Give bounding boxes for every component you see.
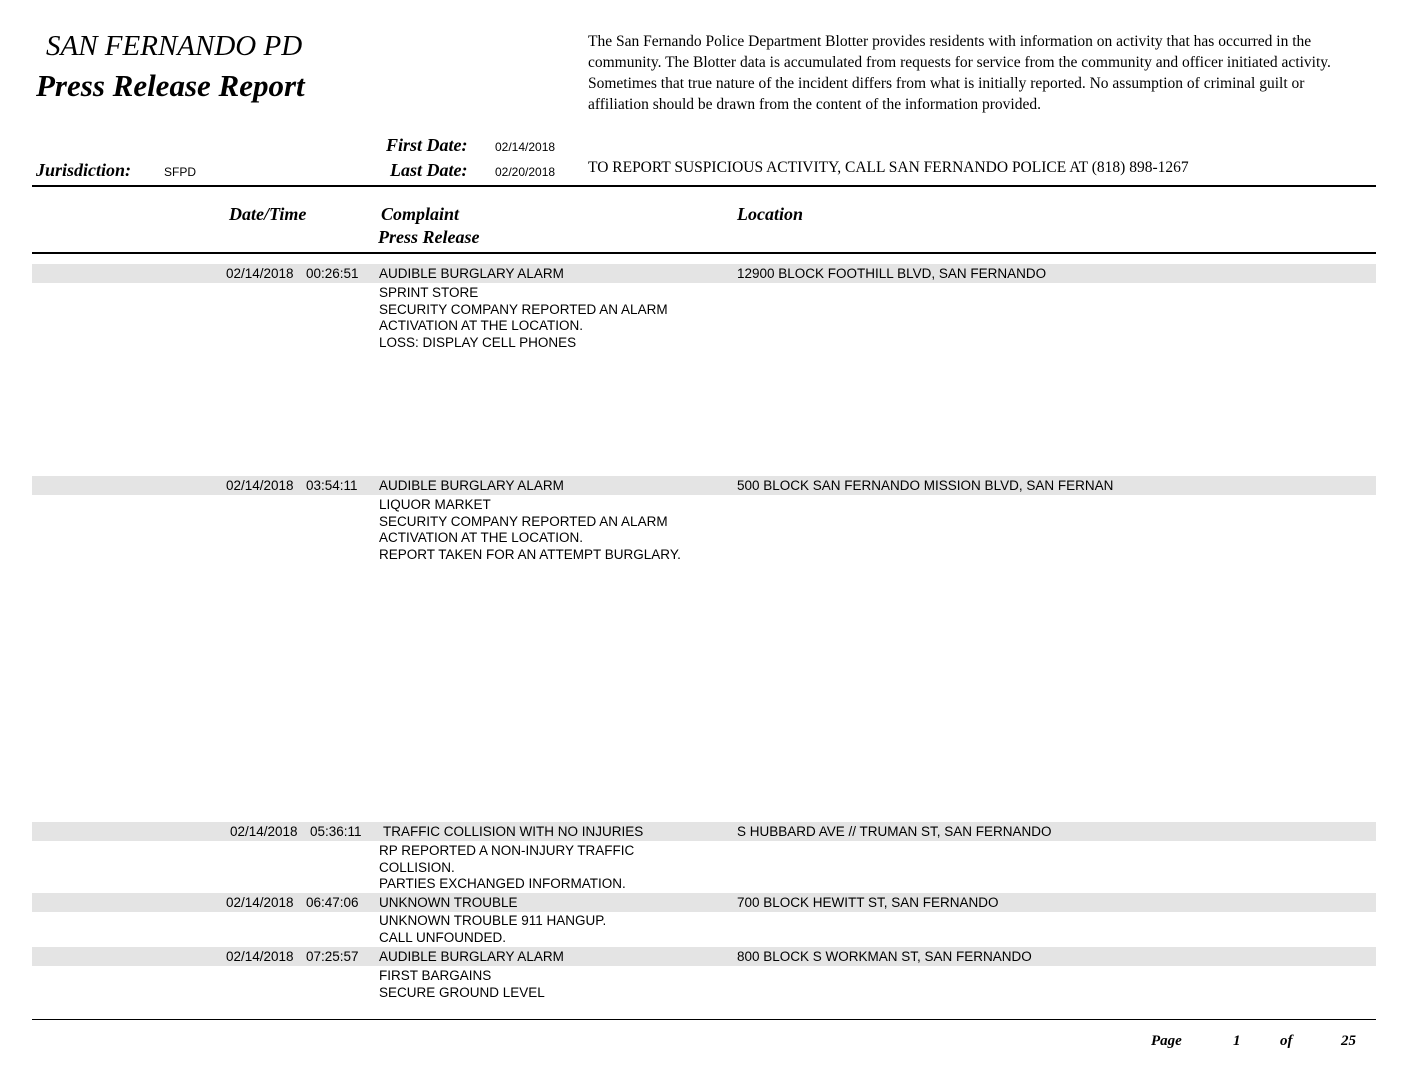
row-press-release: RP REPORTED A NON-INJURY TRAFFIC COLLISION. PARTIES EXCHANGED INFORMATION. [379, 843, 635, 891]
page-number: 1 [1233, 1033, 1241, 1049]
last-date-value: 02/20/2018 [495, 165, 556, 179]
total-pages: 25 [1341, 1033, 1356, 1049]
row-date: 02/14/2018 [226, 266, 294, 281]
row-date: 02/14/2018 [226, 478, 294, 493]
row-date: 02/14/2018 [226, 949, 294, 964]
row-press-release: FIRST BARGAINS SECURE GROUND LEVEL [379, 968, 545, 1000]
row-time: 05:36:11 [310, 824, 362, 839]
row-press-release: SPRINT STORE SECURITY COMPANY REPORTED AN ALARM ACTIVATION AT THE LOCATION. LOSS: DISPLAY CELL PHONES [379, 285, 668, 350]
footer-rule [32, 1019, 1376, 1020]
report-title: Press Release Report [36, 68, 305, 103]
row-date: 02/14/2018 [226, 895, 294, 910]
of-label: of [1280, 1033, 1293, 1049]
column-header-location: Location [737, 204, 803, 224]
row-complaint: TRAFFIC COLLISION WITH NO INJURIES [383, 824, 644, 839]
department-name: SAN FERNANDO PD [46, 30, 303, 62]
jurisdiction-label: Jurisdiction: [36, 160, 132, 180]
row-date: 02/14/2018 [230, 824, 298, 839]
row-complaint: AUDIBLE BURGLARY ALARM [379, 478, 564, 493]
row-press-release: LIQUOR MARKET SECURITY COMPANY REPORTED AN ALARM ACTIVATION AT THE LOCATION. REPORT TAKEN FOR AN ATTEMPT BURGLARY. [379, 497, 681, 562]
disclaimer-text: The San Fernando Police Department Blotter provides residents with information on activity that has occurred in the community. The Blotter data is accumulated from requests for service from the community and officer initiated activity. Sometimes that true nature of the incident differs from what is initially reported. No assumption of criminal guilt or affiliation should be drawn from the content of the information provided. [588, 33, 1331, 113]
column-header-complaint: Complaint [381, 204, 460, 224]
first-date-value: 02/14/2018 [495, 140, 556, 154]
row-complaint: AUDIBLE BURGLARY ALARM [379, 949, 564, 964]
column-header-datetime: Date/Time [229, 204, 307, 224]
row-complaint: AUDIBLE BURGLARY ALARM [379, 266, 564, 281]
hotline-text: TO REPORT SUSPICIOUS ACTIVITY, CALL SAN FERNANDO POLICE AT (818) 898-1267 [588, 159, 1189, 176]
row-complaint: UNKNOWN TROUBLE [379, 895, 518, 910]
row-time: 03:54:11 [306, 478, 358, 493]
jurisdiction-value: SFPD [164, 165, 197, 179]
row-location: 500 BLOCK SAN FERNANDO MISSION BLVD, SAN FERNAN [737, 478, 1114, 493]
page-label: Page [1151, 1033, 1182, 1049]
row-location: S HUBBARD AVE // TRUMAN ST, SAN FERNANDO [737, 824, 1052, 839]
header-rule [32, 185, 1376, 187]
row-location: 800 BLOCK S WORKMAN ST, SAN FERNANDO [737, 949, 1032, 964]
row-time: 00:26:51 [306, 266, 359, 281]
row-time: 07:25:57 [306, 949, 359, 964]
row-location: 700 BLOCK HEWITT ST, SAN FERNANDO [737, 895, 999, 910]
row-time: 06:47:06 [306, 895, 359, 910]
row-press-release: UNKNOWN TROUBLE 911 HANGUP. CALL UNFOUNDED. [379, 913, 607, 945]
last-date-label: Last Date: [390, 160, 468, 180]
column-header-rule [32, 252, 1376, 254]
first-date-label: First Date: [386, 135, 468, 155]
row-location: 12900 BLOCK FOOTHILL BLVD, SAN FERNANDO [737, 266, 1047, 281]
column-header-press-release: Press Release [378, 227, 480, 247]
